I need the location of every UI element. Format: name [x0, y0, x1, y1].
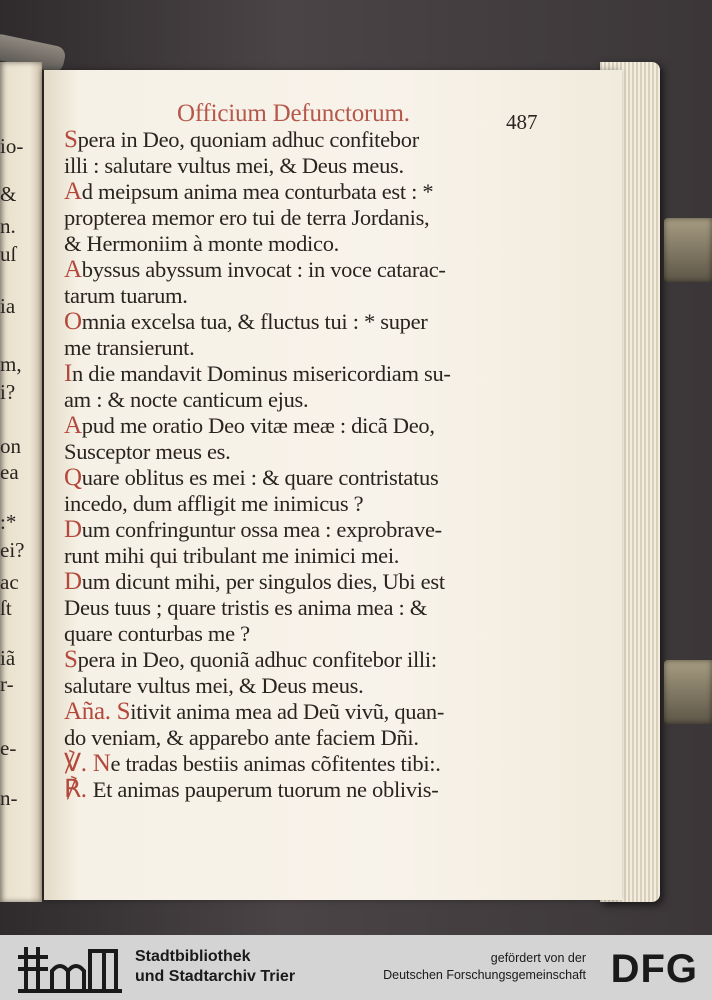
funding-note	[383, 950, 586, 984]
text-line	[64, 153, 554, 179]
rubric-initial: Q	[64, 464, 82, 491]
text-line	[64, 543, 554, 569]
left-page-fragment: ac	[0, 570, 19, 594]
upper-clasp	[664, 218, 712, 282]
line-text: byssus abyssum invocat : in voce catarac-	[81, 257, 446, 282]
text-line	[64, 569, 554, 595]
line-text: Susceptor meus es.	[64, 439, 231, 464]
rubric-initial: A	[64, 412, 82, 439]
rubric-initial: A	[64, 256, 82, 283]
line-text: n die mandavit Dominus misericordiam su-	[72, 361, 451, 386]
lower-clasp	[664, 660, 712, 724]
text-line	[64, 439, 554, 465]
text-line	[64, 621, 554, 647]
funding-note-line2: Deutschen Forschungsgemeinschaft	[383, 968, 586, 982]
line-text: tarum tuarum.	[64, 283, 188, 308]
left-page-fragment: ea	[0, 460, 19, 484]
text-line	[64, 361, 554, 387]
page-text	[64, 127, 554, 803]
text-line	[64, 283, 554, 309]
left-page-fragment: on	[0, 434, 21, 458]
left-page-fragment: &	[0, 182, 17, 206]
text-line	[64, 673, 554, 699]
text-line	[64, 491, 554, 517]
line-text: e tradas bestiis animas cõfitentes tibi:.	[110, 751, 441, 776]
left-page-fragment: e-	[0, 736, 17, 760]
dfg-logo: DFG	[610, 947, 698, 991]
left-page-fragment: ſt	[0, 596, 12, 620]
line-text: & Hermoniim à monte modico.	[64, 231, 339, 256]
text-line	[64, 725, 554, 751]
rubric-initial: D	[64, 516, 82, 543]
text-line	[64, 335, 554, 361]
text-line	[64, 699, 554, 725]
text-line	[64, 179, 554, 205]
line-text: runt mihi qui tribulant me inimici mei.	[64, 543, 400, 568]
text-line	[64, 127, 554, 153]
rubric-initial: S	[64, 646, 78, 673]
rubric-initial: O	[64, 308, 82, 335]
text-line	[64, 517, 554, 543]
left-page-fragment: i?	[0, 380, 16, 404]
line-text: salutare vultus mei, & Deus meus.	[64, 673, 364, 698]
line-text: Deus tuus ; quare tristis es anima mea : &	[64, 595, 427, 620]
text-line	[64, 231, 554, 257]
stadtbibliothek-logo-icon	[16, 941, 124, 995]
line-text: illi : salutare vultus mei, & Deus meus.	[64, 153, 404, 178]
book-page	[44, 70, 622, 900]
line-text: mnia excelsa tua, & fluctus tui : * super	[81, 309, 428, 334]
rubric-initial: ℣. N	[64, 750, 111, 777]
left-page-fragment: uſ	[0, 242, 17, 266]
left-page-fragment: iã	[0, 646, 16, 670]
line-text: Et animas pauperum tuorum ne oblivis-	[92, 777, 439, 802]
rubric-initial: ℟.	[64, 776, 93, 803]
left-page-fragment: n.	[0, 214, 16, 238]
library-name-line2: und Stadtarchiv Trier	[135, 968, 296, 985]
left-page-edge	[0, 62, 42, 902]
rubric-initial: I	[64, 360, 73, 387]
text-line	[64, 309, 554, 335]
text-line	[64, 413, 554, 439]
footer-banner	[0, 935, 712, 1000]
left-page-fragment: io-	[0, 134, 24, 158]
line-text: pera in Deo, quoniã adhuc confitebor illi:	[77, 647, 437, 672]
line-text: um confringuntur ossa mea : exprobrave-	[81, 517, 442, 542]
text-line	[64, 465, 554, 491]
line-text: itivit anima mea ad Deũ vivũ, quan-	[130, 699, 445, 724]
rubric-initial: S	[64, 126, 78, 153]
left-page-fragment: ei?	[0, 538, 25, 562]
line-text: propterea memor ero tui de terra Jordanis,	[64, 205, 430, 230]
line-text: do veniam, & apparebo ante faciem Dñi.	[64, 725, 419, 750]
text-line	[64, 777, 554, 803]
line-text: incedo, dum affligit me inimicus ?	[64, 491, 364, 516]
text-line	[64, 751, 554, 777]
page-header: Officium Defunctorum.	[177, 100, 410, 127]
line-text: me transierunt.	[64, 335, 195, 360]
left-page-fragment: m,	[0, 352, 22, 376]
library-name-line1: Stadtbibliothek	[135, 948, 251, 965]
text-line	[64, 387, 554, 413]
left-page-fragment: n-	[0, 786, 18, 810]
line-text: am : & nocte canticum ejus.	[64, 387, 309, 412]
line-text: d meipsum anima mea conturbata est : *	[81, 179, 434, 204]
text-line	[64, 205, 554, 231]
page-number: 487	[506, 110, 538, 134]
funding-note-line1: gefördert von der	[490, 951, 586, 965]
line-text: um dicunt mihi, per singulos dies, Ubi est	[81, 569, 445, 594]
text-line	[64, 647, 554, 673]
rubric-initial: A	[64, 178, 82, 205]
left-page-fragment: r-	[0, 672, 14, 696]
line-text: quare conturbas me ?	[64, 621, 250, 646]
line-text: pera in Deo, quoniam adhuc confitebor	[77, 127, 419, 152]
rubric-initial: Aña. S	[64, 698, 131, 725]
text-line	[64, 595, 554, 621]
left-page-fragment: :*	[0, 510, 17, 534]
library-name	[135, 947, 295, 987]
left-page-fragment: ia	[0, 294, 16, 318]
text-line	[64, 257, 554, 283]
line-text: uare oblitus es mei : & quare contristatus	[81, 465, 439, 490]
rubric-initial: D	[64, 568, 82, 595]
line-text: pud me oratio Deo vitæ meæ : dicã Deo,	[81, 413, 435, 438]
